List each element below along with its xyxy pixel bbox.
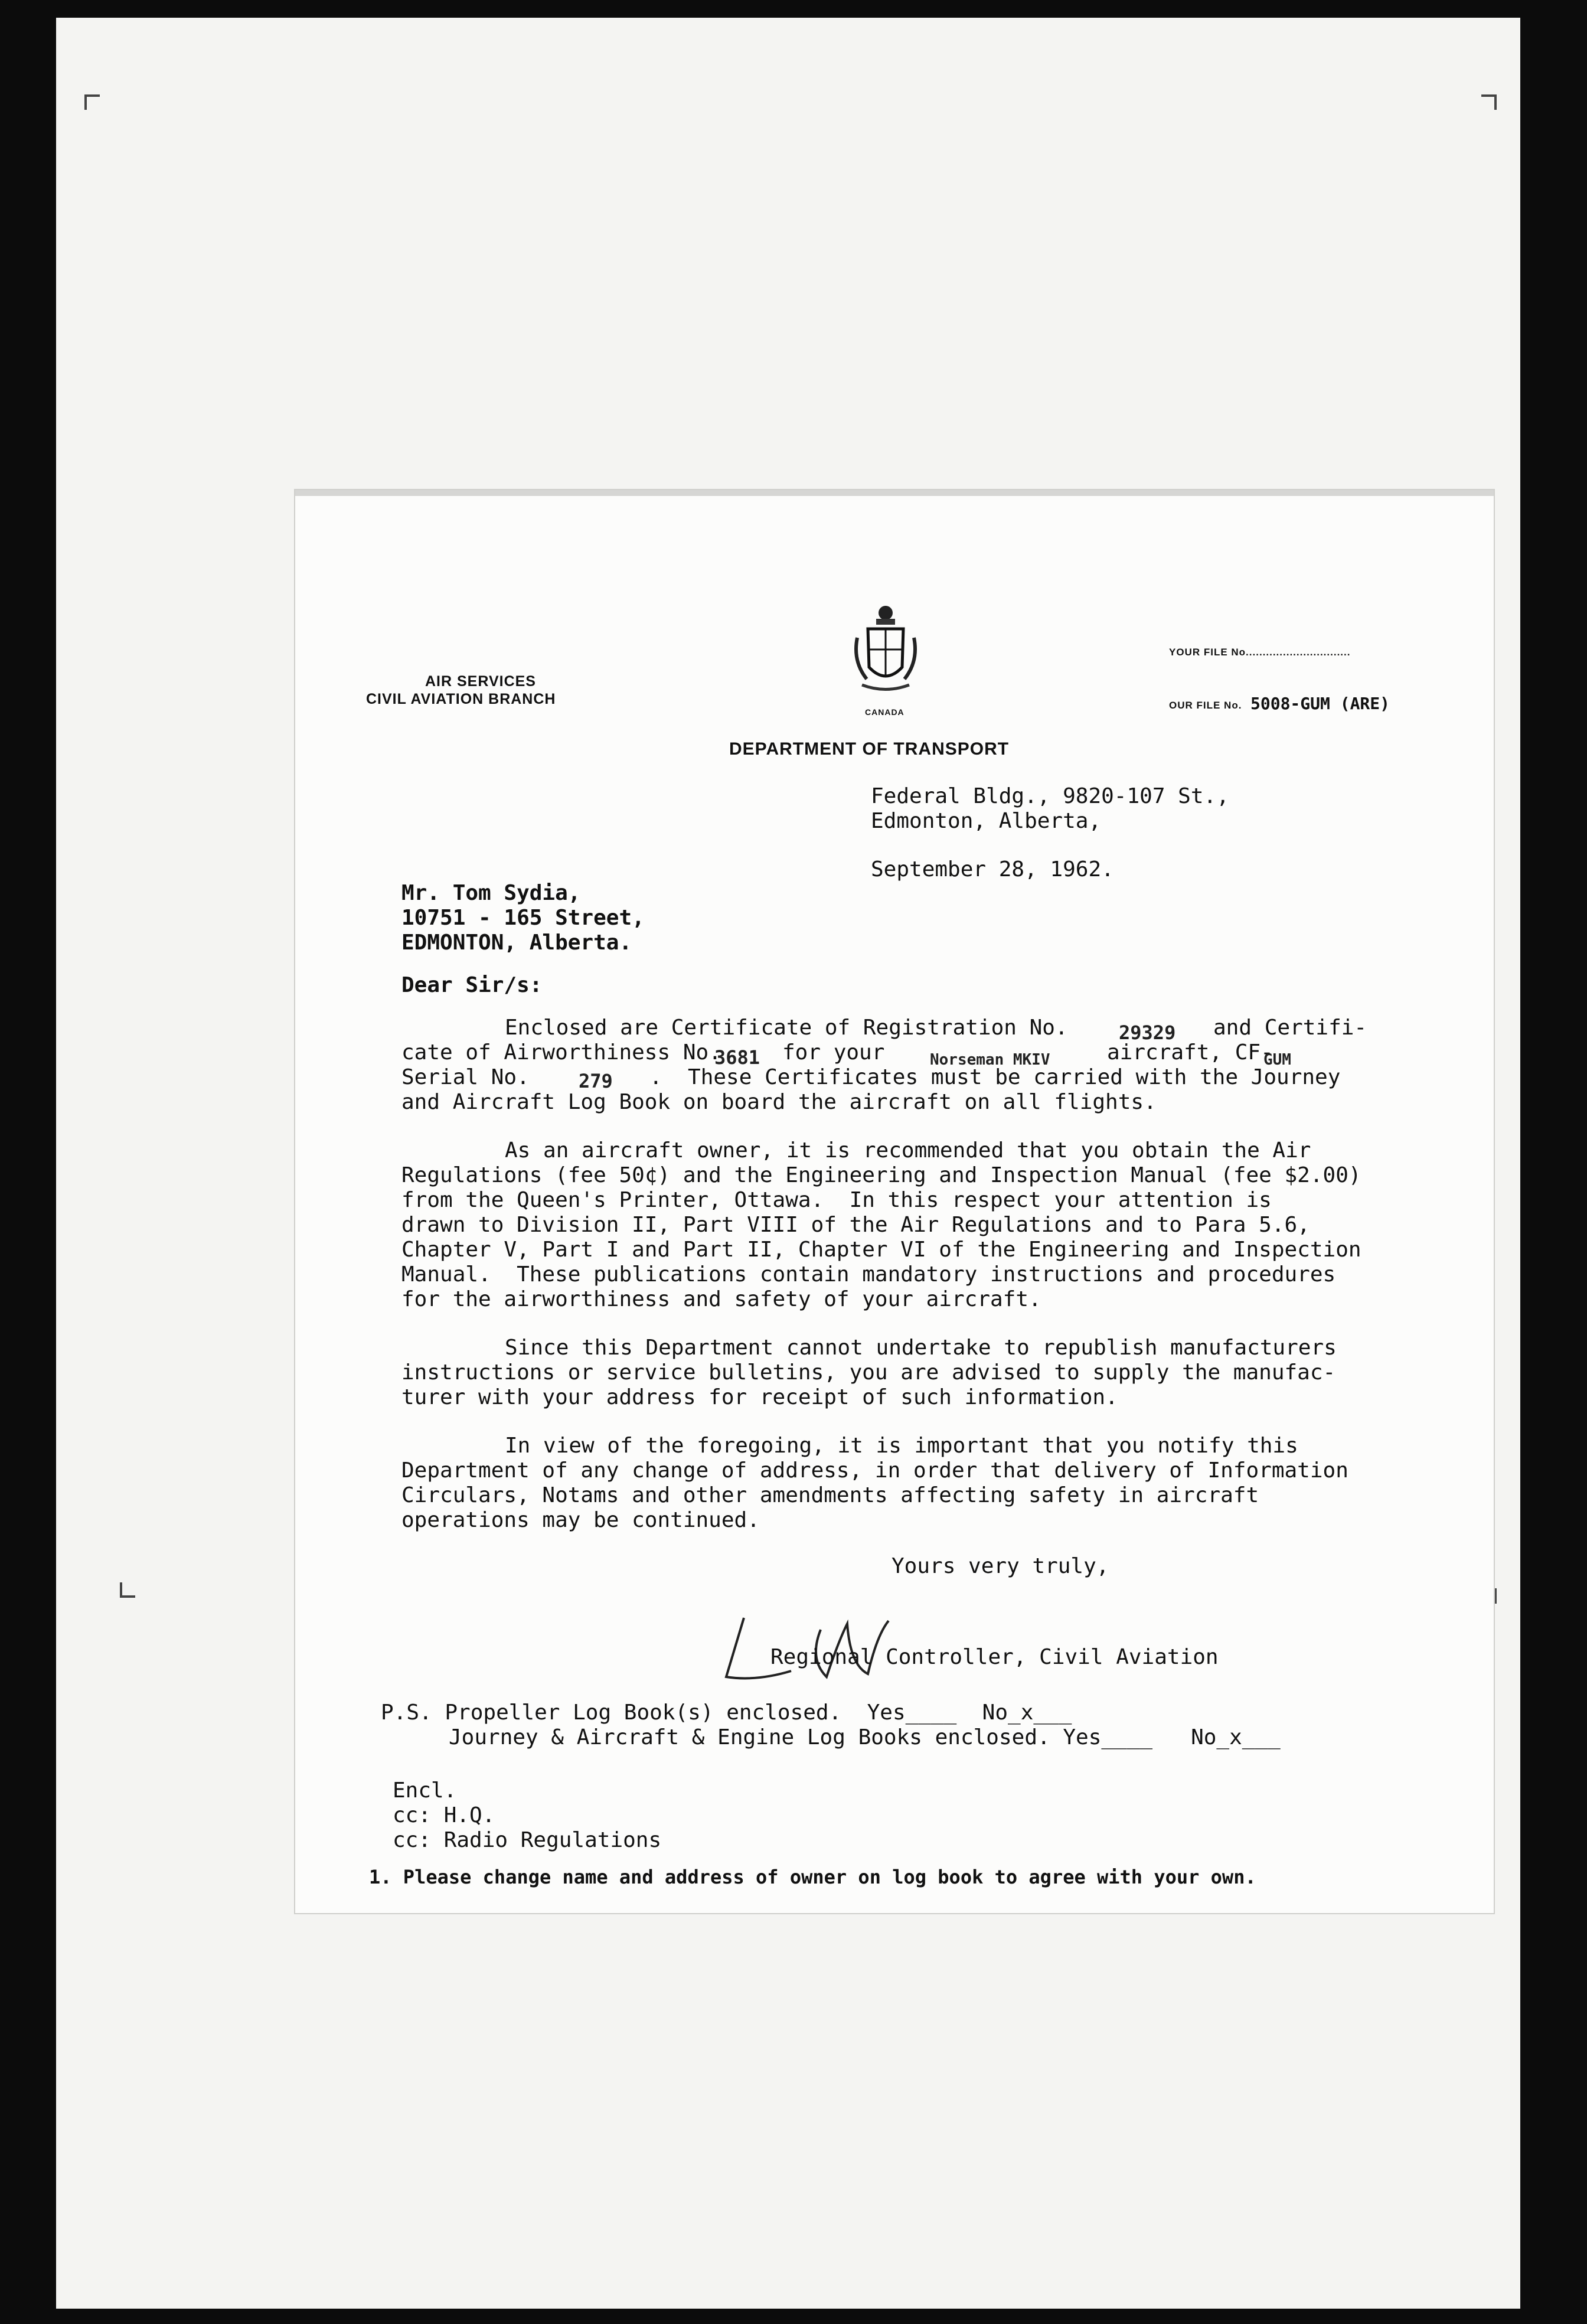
paragraph-2-line-6: Manual. These publications contain mandatory instructions and procedures bbox=[401, 1262, 1336, 1287]
paragraph-3-line-3: turer with your address for receipt of such information. bbox=[401, 1385, 1118, 1409]
our-file-label: OUR FILE No. bbox=[1169, 700, 1242, 711]
registration-mark: GUM bbox=[1263, 1051, 1291, 1069]
paragraph-3-line-1: Since this Department cannot undertake to republish manufacturers bbox=[505, 1336, 1337, 1360]
country-label: CANADA bbox=[865, 707, 904, 717]
serial-number: 279 bbox=[579, 1070, 613, 1092]
paragraph-3-line-2: instructions or service bulletins, you are advised to supply the manufac- bbox=[401, 1360, 1336, 1385]
paragraph-2-line-1: As an aircraft owner, it is recommended that you obtain the Air bbox=[505, 1138, 1311, 1163]
crop-mark-top-left bbox=[84, 94, 100, 110]
footnote: 1. Please change name and address of owner on log book to agree with your own. bbox=[369, 1866, 1256, 1888]
aircraft-model: Norseman MKIV bbox=[930, 1051, 1050, 1069]
letter-page bbox=[295, 490, 1494, 1913]
branch-line-1: AIR SERVICES bbox=[425, 673, 536, 690]
paragraph-1-line-1-end: and Certifi- bbox=[1213, 1016, 1367, 1040]
paragraph-1-line-1: Enclosed are Certificate of Registration No. bbox=[505, 1016, 1068, 1040]
paragraph-2-line-2: Regulations (fee 50¢) and the Engineering and Inspection Manual (fee $2.00) bbox=[401, 1163, 1361, 1187]
closing: Yours very truly, bbox=[892, 1554, 1109, 1578]
coat-of-arms-icon bbox=[850, 602, 921, 703]
paragraph-1-line-2: cate of Airworthiness No. bbox=[401, 1040, 721, 1065]
sender-address-line-2: Edmonton, Alberta, bbox=[871, 809, 1102, 833]
postscript-line-2: Journey & Aircraft & Engine Log Books enclosed. Yes____ No_x___ bbox=[449, 1725, 1281, 1749]
paragraph-1-line-4: and Aircraft Log Book on board the aircraft on all flights. bbox=[401, 1090, 1157, 1114]
crop-mark-top-right bbox=[1481, 94, 1497, 110]
our-file-number: 5008-GUM (ARE) bbox=[1250, 694, 1390, 713]
registration-number: 29329 bbox=[1119, 1021, 1176, 1044]
postscript-line-1: P.S. Propeller Log Book(s) enclosed. Yes____ No_x___ bbox=[381, 1700, 1072, 1725]
paragraph-2-line-5: Chapter V, Part I and Part II, Chapter VI of the Engineering and Inspection bbox=[401, 1238, 1361, 1262]
recipient-line-3: EDMONTON, Alberta. bbox=[401, 931, 632, 955]
signature-title: Regional Controller, Civil Aviation bbox=[770, 1645, 1219, 1669]
department-title: DEPARTMENT OF TRANSPORT bbox=[729, 739, 1010, 759]
paragraph-2-line-4: drawn to Division II, Part VIII of the Air Regulations and to Para 5.6, bbox=[401, 1213, 1310, 1237]
paragraph-2-line-7: for the airworthiness and safety of your aircraft. bbox=[401, 1287, 1041, 1311]
recipient-line-2: 10751 - 165 Street, bbox=[401, 906, 645, 930]
cc-radio-regulations: cc: Radio Regulations bbox=[393, 1828, 662, 1852]
salutation: Dear Sir/s: bbox=[401, 973, 543, 997]
letter-date: September 28, 1962. bbox=[871, 857, 1114, 882]
paragraph-1-line-2-mid: for your bbox=[782, 1040, 885, 1065]
sender-address-line-1: Federal Bldg., 9820-107 St., bbox=[871, 784, 1229, 808]
cc-headquarters: cc: H.Q. bbox=[393, 1803, 495, 1827]
paragraph-1-line-3: Serial No. bbox=[401, 1065, 530, 1089]
your-file-field: YOUR FILE No............................... bbox=[1169, 647, 1351, 658]
paragraph-4-line-1: In view of the foregoing, it is important that you notify this bbox=[505, 1434, 1298, 1458]
crop-mark-bottom-left bbox=[120, 1582, 135, 1598]
paragraph-1-line-2-end: aircraft, CF- bbox=[1107, 1040, 1273, 1065]
paragraph-2-line-3: from the Queen's Printer, Ottawa. In this respect your attention is bbox=[401, 1188, 1272, 1212]
paragraph-4-line-3: Circulars, Notams and other amendments affecting safety in aircraft bbox=[401, 1483, 1259, 1507]
recipient-line-1: Mr. Tom Sydia, bbox=[401, 881, 581, 905]
paragraph-4-line-4: operations may be continued. bbox=[401, 1508, 760, 1532]
paragraph-4-line-2: Department of any change of address, in order that delivery of Information bbox=[401, 1458, 1348, 1483]
branch-line-2: CIVIL AVIATION BRANCH bbox=[366, 691, 556, 707]
enclosure-note: Encl. bbox=[393, 1778, 457, 1803]
airworthiness-number: 3681 bbox=[714, 1046, 760, 1069]
paragraph-1-line-3-end: . These Certificates must be carried with the Journey bbox=[649, 1065, 1341, 1089]
